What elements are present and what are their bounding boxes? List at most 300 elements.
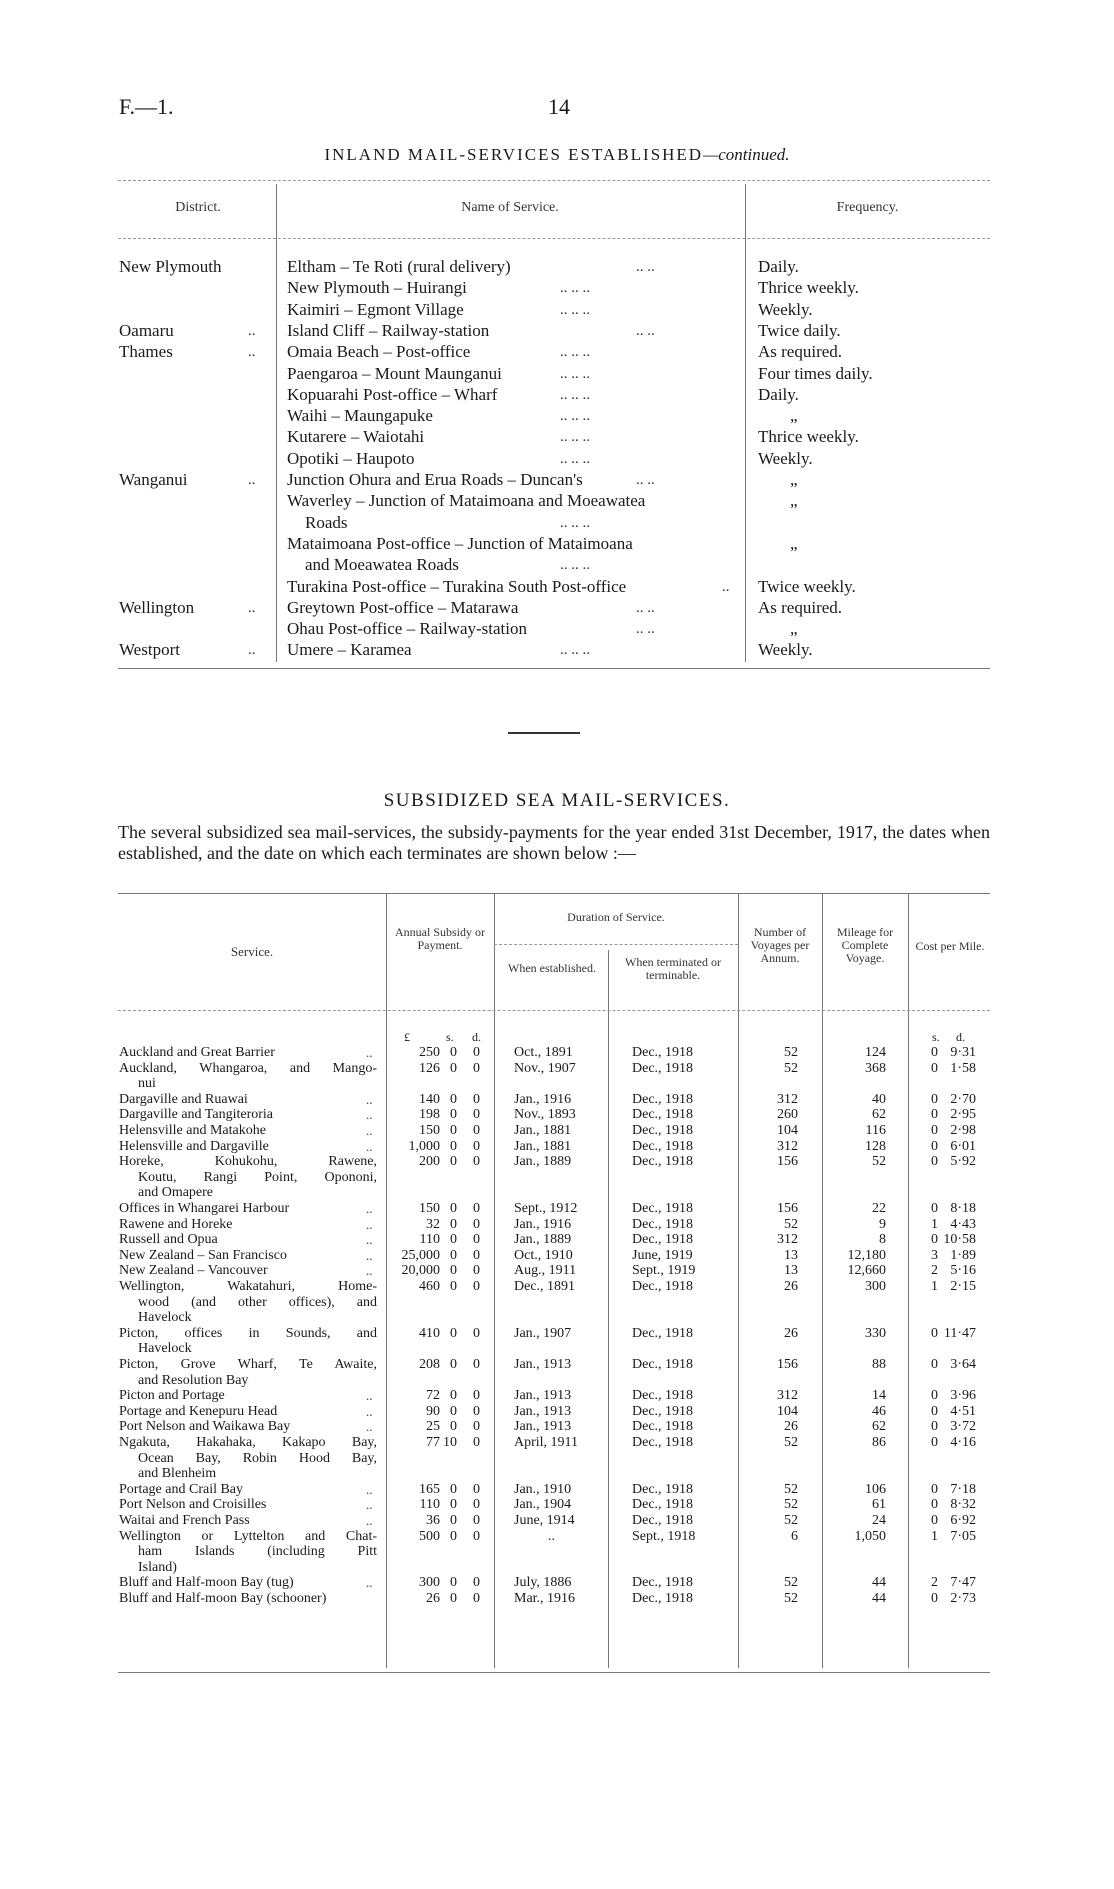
unit-cost-d: d. [956,1030,965,1044]
sea-shillings: 0 [450,1419,457,1435]
sea-established: Mar., 1916 [514,1591,576,1606]
inland-service-leader: .. .. [636,322,655,339]
sea-cost-d: 7·05 [950,1528,976,1544]
sea-cost-d: 1·58 [950,1060,976,1076]
inland-district: Oamaru [119,320,174,340]
sea-pounds: 208 [419,1357,440,1372]
sea-cost-d: 2·73 [950,1591,976,1606]
sea-service: New Zealand – San Francisco [119,1247,287,1263]
sea-cost-d: 7·47 [950,1575,976,1591]
sea-shillings: 0 [450,1091,457,1107]
inland-service: Ohau Post-office – Railway-station [287,619,528,639]
sea-terminated: Dec., 1918 [632,1357,694,1372]
sea-cost-d: 6·01 [950,1138,976,1154]
sea-mileage: 44 [872,1575,886,1591]
sea-shillings: 0 [450,1357,457,1372]
sea-cost-d: 4·16 [950,1435,976,1450]
sea-shillings: 0 [450,1123,457,1138]
sea-cost-d: 7·18 [950,1481,976,1497]
sea-cost-s: 0 [931,1435,938,1450]
sea-header-duration: Duration of Service. [567,910,665,924]
sea-cost-s: 0 [931,1497,938,1513]
sea-mileage: 61 [872,1497,886,1513]
sea-pounds: 32 [426,1216,440,1232]
sea-voyages: 13 [784,1263,798,1279]
sea-pence: 0 [473,1201,480,1216]
inland-service-leader: .. .. .. [560,408,590,425]
inland-header-district: District. [175,200,221,215]
sea-service-leader: .. [366,1513,373,1528]
sea-pence: 0 [473,1591,480,1606]
inland-district: Thames [119,342,173,362]
sea-voyages: 156 [777,1357,798,1372]
inland-service-leader: .. .. .. [560,386,590,403]
sea-pounds: 150 [419,1123,440,1138]
sea-terminated: Dec., 1918 [632,1325,694,1341]
sea-pounds: 165 [419,1481,440,1497]
inland-service-leader: .. .. .. [560,450,590,467]
sea-established: Jan., 1907 [514,1325,572,1341]
sea-header-cost: Cost per Mile. [915,939,985,953]
inland-title-text: INLAND MAIL-SERVICES ESTABLISHED [324,145,704,164]
inland-service-leader: .. .. .. [560,429,590,446]
sea-cost-s: 1 [931,1279,938,1294]
sea-service: Port Nelson and Croisilles [119,1497,267,1513]
inland-service-leader: .. .. .. [560,344,590,361]
sea-cost-s: 2 [931,1263,938,1279]
inland-service: Junction Ohura and Erua Roads – Duncan's [287,470,583,489]
sea-terminated: Dec., 1918 [632,1216,694,1232]
sea-cost-d: 3·72 [950,1419,976,1435]
sea-voyages: 52 [784,1481,798,1497]
sea-service: Bluff and Half-moon Bay (tug) [119,1575,294,1591]
sea-pence: 0 [473,1528,480,1544]
sea-terminated: Dec., 1918 [632,1419,694,1435]
sea-terminated: Dec., 1918 [632,1201,694,1216]
sea-shillings: 10 [443,1435,457,1450]
sea-header-service: Service. [230,944,274,959]
inland-service: Turakina Post-office – Turakina South Post-office [287,576,627,596]
sea-service: Portage and Kenepuru Head [119,1403,278,1419]
inland-service-leader: .. .. [636,621,655,638]
inland-title [0,145,1114,165]
sea-cost-s: 2 [931,1575,938,1591]
sea-service: Dargaville and Ruawai [119,1091,248,1107]
sea-mileage: 330 [865,1325,886,1341]
sea-pence: 0 [473,1216,480,1232]
sea-pence: 0 [473,1107,480,1123]
sea-header-terminated: When terminated or terminable. [625,955,721,982]
sea-shillings: 0 [450,1107,457,1123]
sea-cost-d: 6·92 [950,1513,976,1528]
sea-service-leader: .. [366,1388,373,1404]
sea-cost-s: 0 [931,1357,938,1372]
sea-terminated: Dec., 1918 [632,1591,694,1606]
sea-cost-d: 2·15 [950,1279,976,1294]
inland-header-frequency: Frequency. [836,200,899,215]
inland-service: Opotiki – Haupoto [287,448,415,468]
inland-service-leader: .. .. .. [560,557,590,574]
inland-service-leader: .. .. [636,259,655,275]
sea-service: and Resolution Bay [138,1372,249,1388]
sea-cost-s: 3 [931,1247,938,1263]
sea-established: July, 1886 [514,1575,572,1591]
sea-pounds: 36 [426,1513,440,1528]
inland-district-leader: .. [248,642,256,659]
sea-voyages: 13 [784,1247,798,1263]
sea-mileage: 106 [865,1481,886,1497]
sea-header-established: When established. [508,961,596,975]
sea-duration-rule [494,944,738,945]
inland-service: Omaia Beach – Post-office [287,342,471,362]
sea-cost-s: 0 [931,1154,938,1170]
sea-cost-s: 0 [931,1513,938,1528]
sea-service: Helensville and Matakohe [119,1123,266,1138]
sea-service: Dargaville and Tangiteroria [119,1107,273,1123]
inland-top-rule [118,180,990,181]
sea-pounds: 25 [426,1419,440,1435]
sea-voyages: 52 [784,1591,798,1606]
inland-service: Paengaroa – Mount Maunganui [287,363,502,383]
sea-voyages: 6 [791,1528,798,1544]
sea-shillings: 0 [450,1138,457,1154]
sea-cost-d: 3·64 [950,1357,976,1372]
sea-established: Nov., 1893 [514,1107,576,1123]
sea-service: Picton, offices in Sounds, and [119,1325,377,1341]
sea-mileage: 40 [872,1091,886,1107]
sea-established: Jan., 1913 [514,1357,572,1372]
sea-cost-s: 0 [931,1091,938,1107]
inland-header-service: Name of Service. [461,200,559,215]
unit-cost-s: s. [932,1030,940,1044]
sea-terminated: Dec., 1918 [632,1481,694,1497]
sea-pounds: 25,000 [401,1247,440,1263]
sea-voyages: 52 [784,1575,798,1591]
sea-cost-s: 0 [931,1419,938,1435]
sea-pounds: 1,000 [408,1138,440,1154]
unit-pence: d. [472,1030,481,1044]
sea-pence: 0 [473,1481,480,1497]
sea-established: Jan., 1904 [514,1497,572,1513]
sea-mileage: 88 [872,1357,886,1372]
sea-mileage: 9 [879,1216,886,1232]
sea-service: Auckland and Great Barrier [119,1045,275,1060]
sea-cost-s: 0 [931,1107,938,1123]
inland-frequency: „ [790,491,798,511]
sea-service: wood (and other offices), and [138,1294,377,1310]
sea-service: Rawene and Horeke [119,1216,233,1232]
sea-pence: 0 [473,1279,480,1294]
sea-pence: 0 [473,1388,480,1404]
sea-established: Jan., 1916 [514,1216,572,1232]
section-divider [508,732,580,734]
sea-header-mileage: Mileage for Complete Voyage. [836,925,894,965]
inland-district: Wellington [119,597,195,617]
sea-voyages: 52 [784,1513,798,1528]
sea-service: Bluff and Half-moon Bay (schooner) [119,1591,327,1606]
sea-service: Portage and Crail Bay [119,1481,244,1497]
inland-frequency: Four times daily. [758,363,873,383]
sea-mileage: 46 [872,1403,886,1419]
sea-pounds: 140 [419,1091,440,1107]
sea-pounds: 110 [419,1232,440,1248]
sea-terminated: Dec., 1918 [632,1123,694,1138]
sea-pounds: 110 [419,1497,440,1513]
sea-established: Oct., 1891 [514,1045,573,1060]
sea-shillings: 0 [450,1247,457,1263]
sea-mileage: 1,050 [854,1528,886,1544]
sea-shillings: 0 [450,1154,457,1170]
sea-pounds: 250 [419,1045,440,1060]
sea-terminated: Dec., 1918 [632,1388,694,1404]
sea-voyages: 52 [784,1216,798,1232]
sea-service: New Zealand – Vancouver [119,1263,268,1279]
sea-pence: 0 [473,1060,480,1076]
sea-cost-d: 11·47 [943,1325,976,1341]
inland-divider-2 [745,184,746,662]
unit-pound: £ [404,1030,410,1044]
sea-mileage: 62 [872,1419,886,1435]
sea-pounds: 300 [419,1575,440,1591]
sea-mileage: 300 [865,1279,886,1294]
sea-top-rule [118,893,990,894]
sea-cost-d: 9·31 [950,1045,976,1060]
inland-district: New Plymouth [119,257,222,276]
sea-service: Koutu, Rangi Point, Opononi, [138,1169,377,1185]
sea-terminated: Dec., 1918 [632,1575,694,1591]
sea-service-leader: .. [366,1091,373,1107]
inland-frequency: Daily. [758,257,799,276]
inland-service: Eltham – Te Roti (rural delivery) [287,257,511,276]
sea-terminated: Dec., 1918 [632,1045,694,1060]
sea-terminated: Dec., 1918 [632,1279,694,1294]
sea-mileage: 12,660 [847,1263,886,1279]
sea-service-leader: .. [366,1232,373,1248]
sea-pence: 0 [473,1154,480,1170]
sea-established: Jan., 1889 [514,1154,572,1170]
sea-pence: 0 [473,1138,480,1154]
sea-divider-established [608,950,609,1668]
sea-mileage: 8 [879,1232,886,1248]
sea-service-leader: .. [366,1107,373,1123]
sea-cost-s: 0 [931,1138,938,1154]
inland-frequency: Daily. [758,384,799,404]
sea-pounds: 20,000 [401,1263,440,1279]
sea-service: Ngakuta, Hakahaka, Kakapo Bay, [119,1435,377,1450]
inland-service: and Moeawatea Roads [305,555,459,575]
sea-cost-s: 0 [931,1388,938,1404]
unit-shilling: s. [446,1030,454,1044]
sea-service-leader: .. [366,1216,373,1232]
sea-cost-d: 8·32 [950,1497,976,1513]
inland-title-suffix: —continued. [703,145,790,164]
sea-service: Horeke, Kohukohu, Rawene, [119,1154,377,1170]
sea-shillings: 0 [450,1513,457,1528]
sea-mileage: 368 [865,1060,886,1076]
inland-district-leader: .. [248,322,256,339]
sea-shillings: 0 [450,1045,457,1060]
sea-mileage: 44 [872,1591,886,1606]
sea-service: Havelock [138,1310,192,1326]
sea-header-subsidy: Annual Subsidy or Payment. [395,925,485,952]
sea-service-leader: .. [366,1575,373,1591]
inland-service: Kopuarahi Post-office – Wharf [287,384,498,404]
inland-service: Island Cliff – Railway-station [287,320,490,340]
sea-terminated: Dec., 1918 [632,1435,694,1450]
sea-mileage: 124 [865,1045,886,1060]
sea-mileage: 116 [865,1123,886,1138]
sea-shillings: 0 [450,1388,457,1404]
sea-voyages: 312 [777,1388,798,1404]
sea-established: Aug., 1911 [514,1263,577,1279]
inland-service: Umere – Karamea [287,640,412,660]
inland-service-leader: .. [722,578,730,595]
inland-district: Westport [119,640,180,660]
sea-terminated: Sept., 1918 [632,1528,696,1544]
inland-service: Waverley – Junction of Mataimoana and Moeawatea [287,491,646,511]
sea-established: Jan., 1881 [514,1138,572,1154]
sea-service: Port Nelson and Waikawa Bay [119,1419,291,1435]
inland-service: Kutarere – Waiotahi [287,427,425,447]
sea-service-leader: .. [366,1481,373,1497]
inland-frequency: Thrice weekly. [758,278,859,298]
sea-service-leader: .. [366,1497,373,1513]
sea-terminated: Dec., 1918 [632,1107,694,1123]
inland-service: Waihi – Maungapuke [287,406,433,426]
sea-pounds: 150 [419,1201,440,1216]
inland-service-leader: .. .. [636,599,655,616]
sea-established: .. [548,1528,555,1544]
inland-service: Kaimiri – Egmont Village [287,299,464,319]
sea-terminated: Dec., 1918 [632,1513,694,1528]
inland-frequency: Twice daily. [758,320,841,340]
sea-pence: 0 [473,1263,480,1279]
sea-terminated: Dec., 1918 [632,1403,694,1419]
sea-service-leader: .. [366,1263,373,1279]
inland-district: Wanganui [119,470,188,489]
sea-pounds: 198 [419,1107,440,1123]
sea-service: Wellington or Lyttelton and Chat- [119,1528,377,1544]
sea-pounds: 126 [419,1060,440,1076]
sea-service: Havelock [138,1341,192,1357]
inland-service-leader: .. .. .. [560,514,590,531]
sea-service: and Omapere [138,1185,214,1201]
sea-shillings: 0 [450,1575,457,1591]
sea-pence: 0 [473,1091,480,1107]
inland-service: New Plymouth – Huirangi [287,278,467,298]
inland-frequency: Weekly. [758,640,813,660]
sea-cost-d: 5·16 [950,1263,976,1279]
sea-pence: 0 [473,1435,480,1450]
inland-bottom-rule [118,668,990,669]
sea-shillings: 0 [450,1232,457,1248]
page-ref: F.—1. [119,94,174,119]
sea-pence: 0 [473,1403,480,1419]
inland-service: Mataimoana Post-office – Junction of Mataimoana [287,533,633,553]
sea-pence: 0 [473,1045,480,1060]
sea-intro: The several subsidized sea mail-services, the subsidy-payments for the year ended 31st December, 1917, the dates when established, and the date on which each terminates are shown below :— [118,822,990,863]
sea-established: Jan., 1889 [514,1232,572,1248]
sea-terminated: June, 1919 [632,1247,693,1263]
sea-pence: 0 [473,1232,480,1248]
sea-pounds: 410 [419,1325,440,1341]
sea-cost-s: 1 [931,1528,938,1544]
inland-frequency: Weekly. [758,299,813,319]
sea-mileage: 52 [872,1154,886,1170]
sea-service-leader: .. [366,1247,373,1263]
sea-pounds: 77 [426,1435,440,1450]
sea-shillings: 0 [450,1591,457,1606]
sea-voyages: 156 [777,1154,798,1170]
sea-cost-d: 2·70 [950,1091,976,1107]
sea-service: Offices in Whangarei Harbour [119,1201,290,1216]
sea-pounds: 90 [426,1403,440,1419]
inland-header-rule [118,238,990,239]
sea-header-rule [118,1010,990,1011]
sea-mileage: 12,180 [847,1247,886,1263]
sea-cost-s: 0 [931,1325,938,1341]
sea-terminated: Dec., 1918 [632,1138,694,1154]
inland-service-leader: .. .. [636,472,655,488]
sea-cost-s: 1 [931,1216,938,1232]
inland-district-leader: .. [248,344,256,361]
sea-established: Jan., 1881 [514,1123,572,1138]
page-number: 14 [548,94,570,119]
sea-established: Jan., 1913 [514,1403,572,1419]
sea-shillings: 0 [450,1325,457,1341]
inland-frequency: As required. [758,342,843,362]
sea-service: Russell and Opua [119,1232,218,1248]
sea-shillings: 0 [450,1279,457,1294]
sea-service-leader: .. [366,1403,373,1419]
sea-established: Jan., 1913 [514,1419,572,1435]
sea-mileage: 24 [872,1513,886,1528]
sea-pence: 0 [473,1419,480,1435]
inland-service-leader: .. .. .. [560,642,590,659]
sea-cost-s: 0 [931,1232,938,1248]
sea-voyages: 52 [784,1045,798,1060]
sea-voyages: 52 [784,1060,798,1076]
sea-pounds: 72 [426,1388,440,1404]
sea-established: Oct., 1910 [514,1247,573,1263]
sea-service: Wellington, Wakatahuri, Home- [119,1279,377,1294]
sea-mileage: 14 [872,1388,886,1404]
sea-service: Island) [138,1559,177,1575]
sea-shillings: 0 [450,1481,457,1497]
sea-cost-s: 0 [931,1591,938,1606]
sea-voyages: 26 [784,1279,798,1294]
sea-title: SUBSIDIZED SEA MAIL-SERVICES. [383,790,731,811]
sea-voyages: 52 [784,1497,798,1513]
sea-voyages: 26 [784,1419,798,1435]
sea-voyages: 26 [784,1325,798,1341]
sea-cost-d: 5·92 [950,1154,976,1170]
sea-pence: 0 [473,1123,480,1138]
inland-frequency: „ [790,406,798,426]
sea-mileage: 22 [872,1201,886,1216]
sea-cost-d: 2·98 [950,1123,976,1138]
sea-service: Waitai and French Pass [119,1513,250,1528]
sea-voyages: 312 [777,1091,798,1107]
sea-cost-d: 4·51 [950,1403,976,1419]
sea-terminated: Sept., 1919 [632,1263,696,1279]
sea-terminated: Dec., 1918 [632,1060,694,1076]
sea-mileage: 86 [872,1435,886,1450]
sea-pence: 0 [473,1357,480,1372]
sea-service: Ocean Bay, Robin Hood Bay, [138,1450,377,1466]
sea-established: June, 1914 [514,1513,575,1528]
inland-service-leader: .. .. .. [560,365,590,382]
